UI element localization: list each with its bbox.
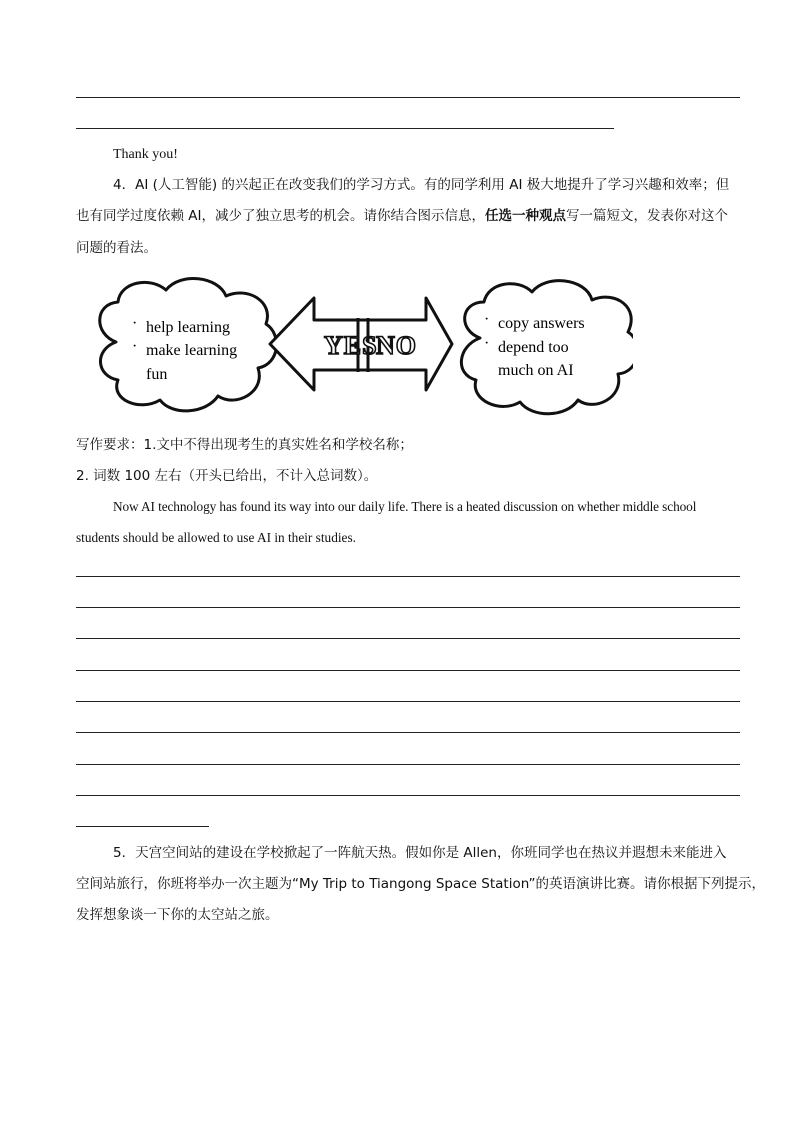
yes-no-illustration bbox=[88, 272, 633, 420]
answer-line[interactable] bbox=[76, 795, 740, 796]
essay-opening-line-1: Now AI technology has found its way into our daily life. There is a heated discussion on whether middle school bbox=[113, 499, 697, 514]
svg-text:YES: YES bbox=[324, 331, 378, 360]
svg-text:NO: NO bbox=[376, 331, 417, 360]
answer-line[interactable] bbox=[76, 576, 740, 577]
answer-line[interactable] bbox=[76, 701, 740, 702]
q5-prompt-line-1: 5．天宫空间站的建设在学校掀起了一阵航天热。假如你是 Allen，你班同学也在热议并遐想未来能进入 bbox=[113, 845, 727, 861]
thank-you-text: Thank you! bbox=[113, 147, 178, 162]
yes-label bbox=[324, 331, 378, 360]
q5-prompt-line-2: 空间站旅行，你班将举办一次主题为“My Trip to Tiangong Space Station”的英语演讲比赛。请你根据下列提示， bbox=[76, 876, 766, 892]
q4-emphasis: 任选一种观点 bbox=[485, 208, 567, 224]
q4-prompt-line-2b: 写一篇短文，发表你对这个 bbox=[566, 208, 729, 224]
right-item-copy-answers: copy answers bbox=[498, 315, 585, 332]
q4-prompt-line-2 bbox=[76, 206, 728, 226]
answer-line[interactable] bbox=[76, 764, 740, 765]
essay-opening-line-2: students should be allowed to use AI in their studies. bbox=[76, 530, 356, 545]
answer-line[interactable] bbox=[76, 732, 740, 733]
right-item-depend-too: depend too bbox=[498, 339, 569, 356]
writing-requirement-1: 写作要求：1.文中不得出现考生的真实姓名和学校名称； bbox=[76, 437, 413, 453]
answer-line[interactable] bbox=[76, 97, 740, 98]
left-item-help-learning: help learning bbox=[146, 319, 230, 336]
answer-line[interactable] bbox=[76, 638, 740, 639]
q5-prompt-line-3: 发挥想象谈一下你的太空站之旅。 bbox=[76, 907, 279, 923]
no-label bbox=[376, 331, 417, 360]
q4-prompt-line-2a: 也有同学过度依赖 AI，减少了独立思考的机会。请你结合图示信息， bbox=[76, 208, 486, 224]
q4-prompt-line-3: 问题的看法。 bbox=[76, 240, 157, 256]
right-item-much-on-ai: much on AI bbox=[498, 362, 574, 379]
writing-requirement-2: 2. 词数 100 左右（开头已给出，不计入总词数）。 bbox=[76, 468, 378, 484]
answer-line[interactable] bbox=[76, 128, 614, 129]
answer-line[interactable] bbox=[76, 607, 740, 608]
right-bullet-1: · bbox=[484, 311, 490, 328]
left-bullet-1: · bbox=[132, 315, 138, 332]
answer-line[interactable] bbox=[76, 670, 740, 671]
left-bullet-2: · bbox=[132, 338, 138, 355]
left-item-make-learning: make learning bbox=[146, 342, 238, 359]
q4-prompt-line-1: 4．AI (人工智能) 的兴起正在改变我们的学习方式。有的同学利用 AI 极大地提升了学习兴趣和效率；但 bbox=[113, 177, 730, 193]
right-bullet-2: · bbox=[484, 335, 490, 352]
answer-line-short[interactable] bbox=[76, 826, 209, 827]
left-item-fun: fun bbox=[146, 366, 168, 383]
